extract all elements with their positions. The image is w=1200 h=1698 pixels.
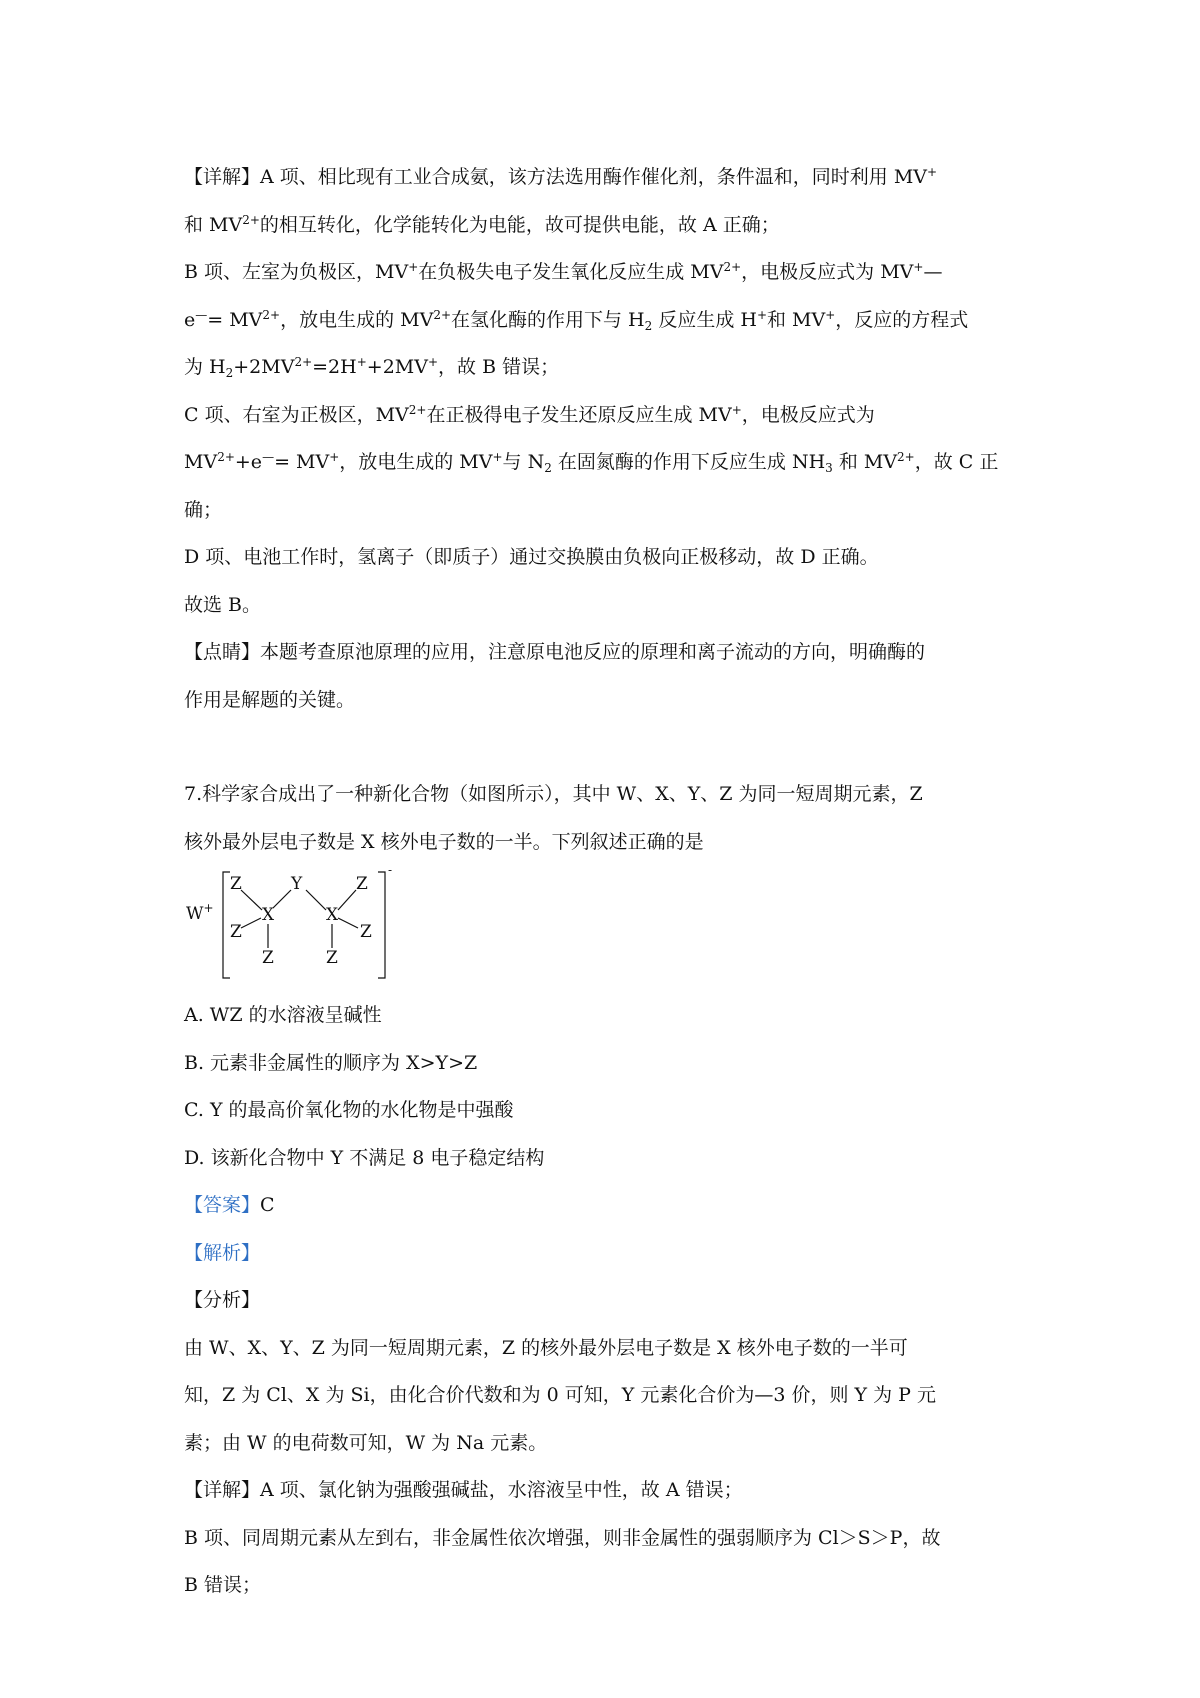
- structure-bonds: [186, 868, 426, 988]
- atom-z3: Z: [262, 948, 274, 968]
- answer-line: [184, 1182, 1024, 1230]
- prev-detail-b-line2: $e^—= MV^{2+}$，放电生成的 $MV^{2+}$在氢化酶的作用下与 $H_2$ 反应生成 H+和 MV+，反应的方程式: [184, 307, 969, 333]
- fenxi-line1: 由 W、X、Y、Z 为同一短周期元素，Z 的核外最外层电子数是 X 核外电子数的一半可: [184, 1336, 908, 1359]
- fenxi-line3: 素；由 W 的电荷数可知，W 为 Na 元素。: [184, 1431, 548, 1454]
- prev-detail-choice: 故选 B。: [184, 593, 262, 616]
- atom-z5: Z: [360, 922, 372, 942]
- bond-z2-x1: [241, 918, 261, 928]
- prev-detail-b-line3: 为 $H_2+2MV^{2+}=2H^++2MV^+$，故 B 错误；: [184, 355, 560, 380]
- analysis-tag: 【解析】: [184, 1241, 261, 1264]
- detail-b-line1: B 项、同周期元素从左到右，非金属性依次增强，则非金属性的强弱顺序为 Cl＞S＞P，故: [184, 1526, 941, 1549]
- detail-a-line: 【详解】A 项、氯化钠为强酸强碱盐，水溶液呈中性，故 A 错误；: [184, 1479, 743, 1501]
- left-bracket: [223, 872, 230, 978]
- structure-diagram: [186, 863, 426, 988]
- option-b: B. 元素非金属性的顺序为 X>Y>Z: [184, 1051, 478, 1074]
- atom-z4: Z: [356, 874, 368, 894]
- prev-detail-a-line1: 【详解】A 项、相比现有工业合成氨，该方法选用酶作催化剂，条件温和，同时利用 MV+: [184, 165, 938, 188]
- cation-w: W+: [186, 901, 214, 924]
- atom-x1: X: [262, 905, 275, 925]
- question-7-stem-line1: 7.科学家合成出了一种新化合物（如图所示），其中 W、X、Y、Z 为同一短周期元素，Z: [184, 783, 923, 805]
- question-7-stem-line2: 核外最外层电子数是 X 核外电子数的一半。下列叙述正确的是: [184, 830, 704, 853]
- atom-z1: Z: [230, 874, 242, 894]
- comment-line1: 【点睛】本题考查原池原理的应用，注意原电池反应的原理和离子流动的方向，明确酶的: [184, 641, 926, 663]
- prev-detail-c-line2: $MV^{2+}+e^—= MV^+$，放电生成的 MV+与 $N_2$ 在固氮酶的作用下反应生成 $NH_3$ 和 $MV^{2+}$，故 C 正: [184, 450, 999, 475]
- comment-line2: 作用是解题的关键。: [184, 688, 356, 711]
- detail-tag-2: 【详解】: [184, 1479, 261, 1501]
- anion-charge: -: [388, 863, 393, 877]
- option-a: A. WZ 的水溶液呈碱性: [184, 1004, 382, 1026]
- bond-z1-x1: [241, 890, 262, 910]
- atom-y: Y: [291, 874, 303, 894]
- prev-detail-c-line1: C 项、右室为正极区，$MV^{2+}$在正极得电子发生还原反应生成 MV+，电极反应式为: [184, 402, 875, 426]
- page-content: [184, 154, 1024, 1610]
- atom-z6: Z: [326, 948, 338, 968]
- fenxi-tag: 【分析】: [184, 1289, 261, 1311]
- analysis-line: [184, 1230, 1024, 1278]
- bond-x1-y: [273, 890, 291, 908]
- answer-tag: 【答案】: [184, 1194, 261, 1216]
- bond-y-x2: [306, 890, 326, 910]
- prev-detail-a-line2: 和 $MV^{2+}$的相互转化，化学能转化为电能，故可提供电能，故 A 正确；: [184, 212, 780, 236]
- bond-x2-z4: [338, 890, 356, 910]
- bond-x2-z5: [338, 918, 358, 928]
- answer-value: C: [260, 1194, 275, 1216]
- atom-z2: Z: [230, 922, 242, 942]
- prev-detail-d: D 项、电池工作时，氢离子（即质子）通过交换膜由负极向正极移动，故 D 正确。: [184, 546, 879, 568]
- option-d: D. 该新化合物中 Y 不满足 8 电子稳定结构: [184, 1146, 545, 1169]
- section-gap: [184, 724, 1024, 771]
- atom-x2: X: [326, 905, 339, 925]
- right-bracket: [378, 872, 385, 978]
- detail-b-line2: B 错误；: [184, 1574, 262, 1596]
- detail-tag: 【详解】: [184, 166, 261, 188]
- prev-detail-b-line1: B 项、左室为负极区，MV+在负极失电子发生氧化反应生成 $MV^{2+}$，电极反应式为 MV+—: [184, 260, 943, 283]
- prev-detail-c-line3: 确；: [184, 498, 223, 521]
- comment-tag: 【点睛】: [184, 641, 261, 663]
- fenxi-line2: 知，Z 为 Cl、X 为 Si，由化合价代数和为 0 可知，Y 元素化合价为—3 价，则 Y 为 P 元: [184, 1384, 936, 1406]
- option-c: C. Y 的最高价氧化物的水化物是中强酸: [184, 1099, 514, 1121]
